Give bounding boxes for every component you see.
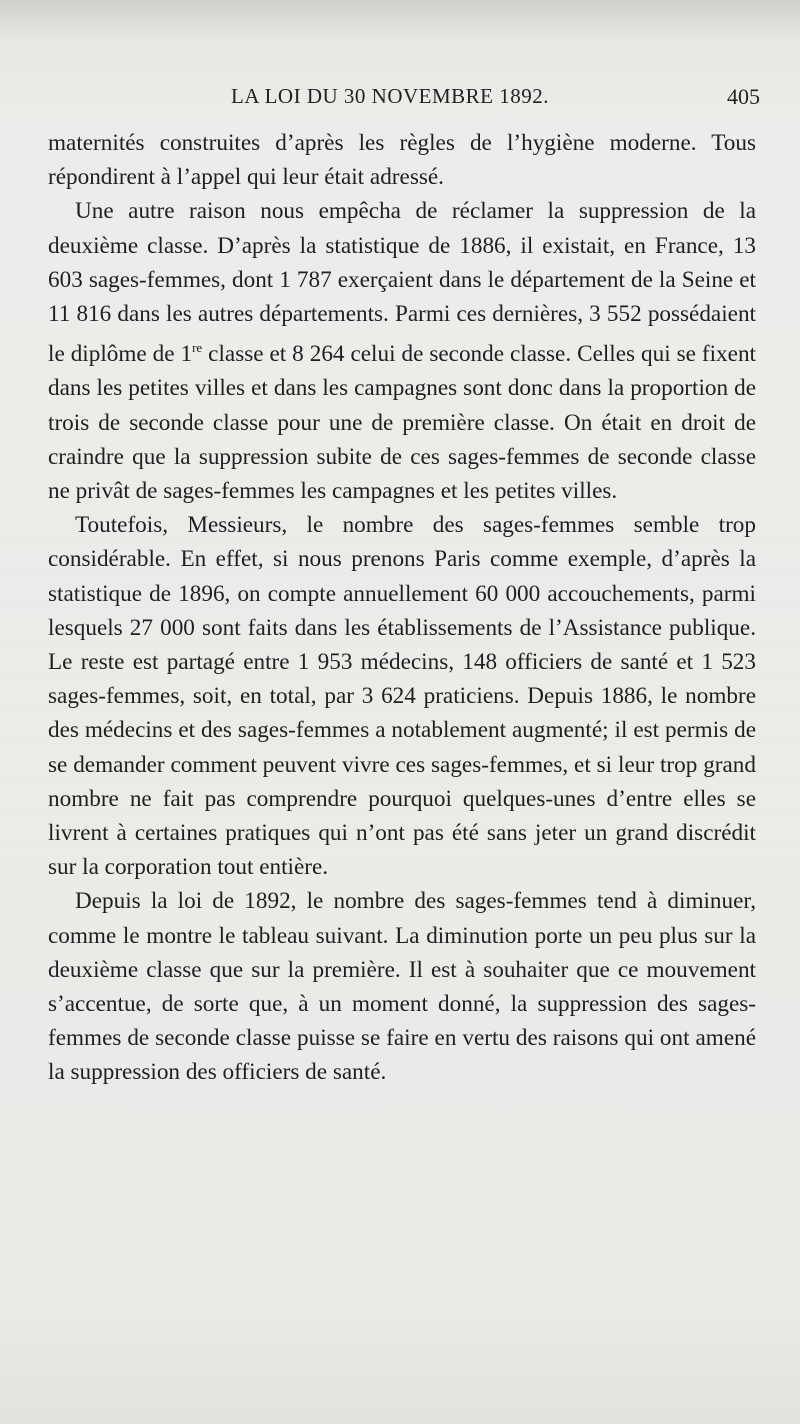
paragraph-text-before-superscript: Une autre raison nous empêcha de réclamer la suppression de la deuxième classe. D’après la statistique de 1886, il existait, en France, 13 603 sages-femmes, dont 1 787 exerçaient dans le département de la Seine et 11 816 dans les autres départements. Parmi ces dernières, 3 552 possédaient le diplôme de 1 — [48, 198, 756, 368]
page-number: 405 — [727, 84, 760, 109]
paragraph-since-1892: Depuis la loi de 1892, le nombre des sages-femmes tend à diminuer, comme le montre le tableau suivant. La diminution porte un peu plus sur la deuxième classe que sur la première. Il est à souhaiter que ce mouvement s’accentue, de sorte que, à un moment donné, la suppression des sages-femmes de seconde classe puisse se faire en vertu des raisons qui ont amené la suppression des officiers de santé. — [48, 888, 756, 1086]
paragraph-paris-statistics: Toutefois, Messieurs, le nombre des sages-femmes semble trop considérable. En effet, si nous prenons Paris comme exemple, d’après la statistique de 1896, on compte annuellement 60 000 accouchements, parmi lesquels 27 000 sont faits dans les établissements de l’Assistance publique. Le reste est partagé entre 1 953 médecins, 148 officiers de santé et 1 523 sages-femmes, soit, en total, par 3 624 praticiens. Depuis 1886, le nombre des médecins et des sages-femmes a notablement augmenté; il est permis de se demander comment peuvent vivre ces sages-femmes, et si leur trop grand nombre ne fait pas comprendre pourquoi quelques-unes d’entre elles se livrent à certaines pratiques qui n’ont pas été sans jeter un grand discrédit sur la corporation tout entière. — [48, 512, 756, 881]
superscript-ordinal: re — [192, 340, 203, 356]
paragraph-text-after-superscript: classe et 8 264 celui de seconde classe. Celles qui se fixent dans les petites villes et dans les campagnes sont donc dans la proportion de trois de seconde classe pour une de première classe. On était en droit de craindre que la suppression subite de ces sages-femmes de seconde classe ne privât de sages-femmes les campagnes et les petites villes. — [48, 341, 756, 505]
body-text — [48, 126, 756, 1090]
paragraph-second-class — [48, 194, 756, 508]
page-header — [48, 80, 760, 114]
running-title: LA LOI DU 30 NOVEMBRE 1892. — [231, 84, 549, 108]
paragraph-continuation: maternités construites d’après les règles de l’hygiène moderne. Tous répondirent à l’appel qui leur était adressé. — [48, 130, 756, 191]
